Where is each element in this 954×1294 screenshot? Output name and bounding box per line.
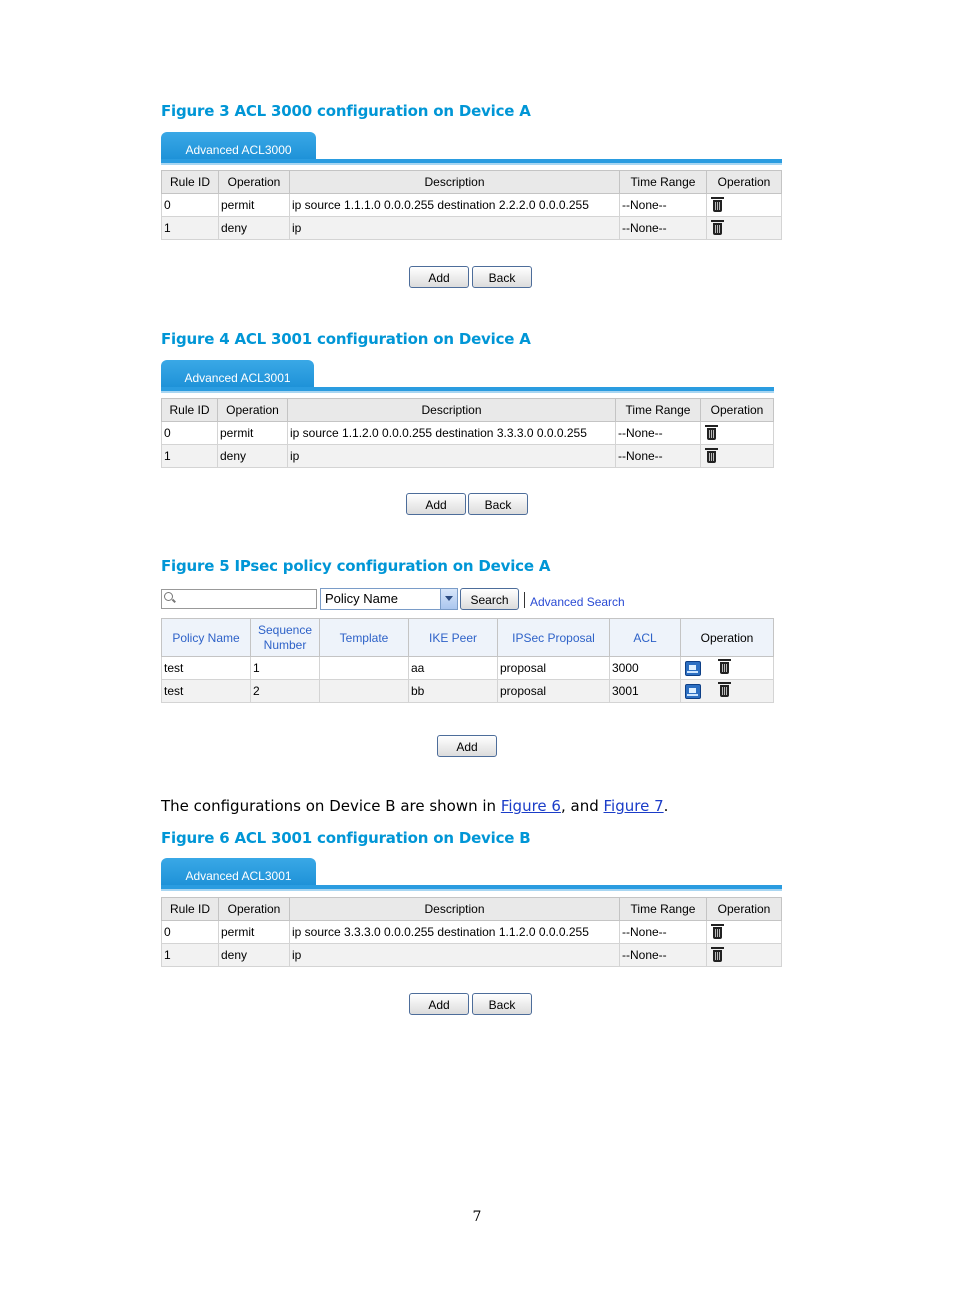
cell-actions [701,445,774,468]
search-button[interactable]: Search [460,588,519,610]
search-field-select[interactable] [320,588,458,610]
col-time-range: Time Range [616,399,701,422]
cell-rule-id: 1 [162,944,219,967]
col-description: Description [288,399,616,422]
acl3000-tabbar [161,132,782,165]
acl3001-table [161,398,774,468]
cell-description: ip source 3.3.3.0 0.0.0.255 destination 1.1.2.0 0.0.0.255 [290,921,620,944]
figure-7-link[interactable]: Figure 7 [603,797,664,815]
col-ipsec-proposal[interactable]: IPSec Proposal [498,619,610,657]
search-icon [164,592,173,601]
table-header-row [162,898,782,921]
col-operation: Operation [218,399,288,422]
cell-time-range: --None-- [620,217,707,240]
table-row [162,194,782,217]
delete-icon[interactable] [713,200,722,212]
tab-advanced-acl3001[interactable]: Advanced ACL3001 [161,858,316,889]
col-rule-id: Rule ID [162,898,219,921]
cell-description: ip [290,217,620,240]
acl3001-deviceb-table [161,897,782,967]
delete-icon[interactable] [713,223,722,235]
tab-underline-light [161,889,782,891]
cell-sequence: 2 [251,680,320,703]
cell-actions [707,194,782,217]
cell-template [320,657,409,680]
tab-advanced-acl3000[interactable]: Advanced ACL3000 [161,132,316,163]
cell-acl: 3000 [610,657,681,680]
paragraph-text: . [663,797,669,815]
page-number: 7 [472,1209,482,1225]
cell-description: ip source 1.1.2.0 0.0.0.255 destination 3.3.3.0 0.0.0.255 [288,422,616,445]
cell-operation: deny [219,944,290,967]
back-button[interactable]: Back [468,493,528,515]
edit-icon[interactable] [685,661,701,676]
cell-actions [701,422,774,445]
edit-icon[interactable] [685,684,701,699]
tab-underline-light [161,391,774,393]
figure-3-caption: Figure 3 ACL 3000 configuration on Device A [161,102,531,120]
cell-time-range: --None-- [620,921,707,944]
col-sequence-number[interactable]: Sequence Number [251,619,320,657]
cell-description: ip source 1.1.1.0 0.0.0.255 destination 2.2.2.0 0.0.0.255 [290,194,620,217]
col-description: Description [290,898,620,921]
cell-time-range: --None-- [620,944,707,967]
cell-ike-peer: aa [409,657,498,680]
paragraph-text: , and [560,797,604,815]
table-row [162,657,774,680]
cell-rule-id: 1 [162,445,218,468]
col-rule-id: Rule ID [162,171,219,194]
cell-rule-id: 0 [162,422,218,445]
cell-acl: 3001 [610,680,681,703]
delete-icon[interactable] [713,950,722,962]
cell-policy-name: test [162,657,251,680]
col-actions: Operation [707,898,782,921]
cell-time-range: --None-- [616,422,701,445]
col-policy-name[interactable]: Policy Name [162,619,251,657]
figure-5-caption: Figure 5 IPsec policy configuration on Device A [161,557,551,575]
add-button[interactable]: Add [406,493,466,515]
delete-icon[interactable] [707,428,716,440]
cell-operation: deny [219,217,290,240]
add-button[interactable]: Add [437,735,497,757]
cell-description: ip [288,445,616,468]
advanced-search-link[interactable]: Advanced Search [530,595,625,609]
col-description: Description [290,171,620,194]
cell-actions [681,657,774,680]
acl3000-table [161,170,782,240]
acl3001-tabbar [161,360,774,393]
col-rule-id: Rule ID [162,399,218,422]
col-ike-peer[interactable]: IKE Peer [409,619,498,657]
cell-sequence: 1 [251,657,320,680]
table-row [162,422,774,445]
col-time-range: Time Range [620,898,707,921]
search-input[interactable] [161,589,317,609]
tab-underline-light [161,163,782,165]
table-row [162,445,774,468]
col-actions: Operation [701,399,774,422]
cell-rule-id: 0 [162,194,219,217]
paragraph-text: The configurations on Device B are shown in [161,797,501,815]
add-button[interactable]: Add [409,993,469,1015]
cell-actions [707,921,782,944]
delete-icon[interactable] [720,662,729,674]
cell-description: ip [290,944,620,967]
back-button[interactable]: Back [472,266,532,288]
add-button[interactable]: Add [409,266,469,288]
chevron-down-icon[interactable] [440,589,457,609]
cell-proposal: proposal [498,657,610,680]
table-header-row [162,399,774,422]
cell-time-range: --None-- [620,194,707,217]
ipsec-policy-table [161,618,774,703]
body-paragraph [161,797,668,815]
col-actions: Operation [707,171,782,194]
table-row [162,921,782,944]
acl3001-deviceb-tabbar [161,858,782,891]
table-header-row [162,619,774,657]
cell-time-range: --None-- [616,445,701,468]
cell-policy-name: test [162,680,251,703]
table-row [162,944,782,967]
cell-rule-id: 1 [162,217,219,240]
table-row [162,680,774,703]
cell-actions [707,944,782,967]
cell-operation: permit [219,921,290,944]
col-template[interactable]: Template [320,619,409,657]
col-time-range: Time Range [620,171,707,194]
delete-icon[interactable] [707,451,716,463]
col-operation: Operation [219,171,290,194]
cell-actions [707,217,782,240]
col-acl[interactable]: ACL [610,619,681,657]
cell-proposal: proposal [498,680,610,703]
cell-operation: deny [218,445,288,468]
table-row [162,217,782,240]
cell-template [320,680,409,703]
col-actions: Operation [681,619,774,657]
tab-advanced-acl3001[interactable]: Advanced ACL3001 [161,360,314,391]
cell-rule-id: 0 [162,921,219,944]
col-operation: Operation [219,898,290,921]
back-button[interactable]: Back [472,993,532,1015]
delete-icon[interactable] [713,927,722,939]
figure-6-link[interactable]: Figure 6 [500,797,561,815]
figure-6-caption: Figure 6 ACL 3001 configuration on Device B [161,829,531,847]
cell-operation: permit [219,194,290,217]
search-field-value: Policy Name [325,591,398,606]
table-header-row [162,171,782,194]
cell-actions [681,680,774,703]
delete-icon[interactable] [720,685,729,697]
separator [524,592,525,608]
cell-operation: permit [218,422,288,445]
cell-ike-peer: bb [409,680,498,703]
figure-4-caption: Figure 4 ACL 3001 configuration on Device A [161,330,531,348]
